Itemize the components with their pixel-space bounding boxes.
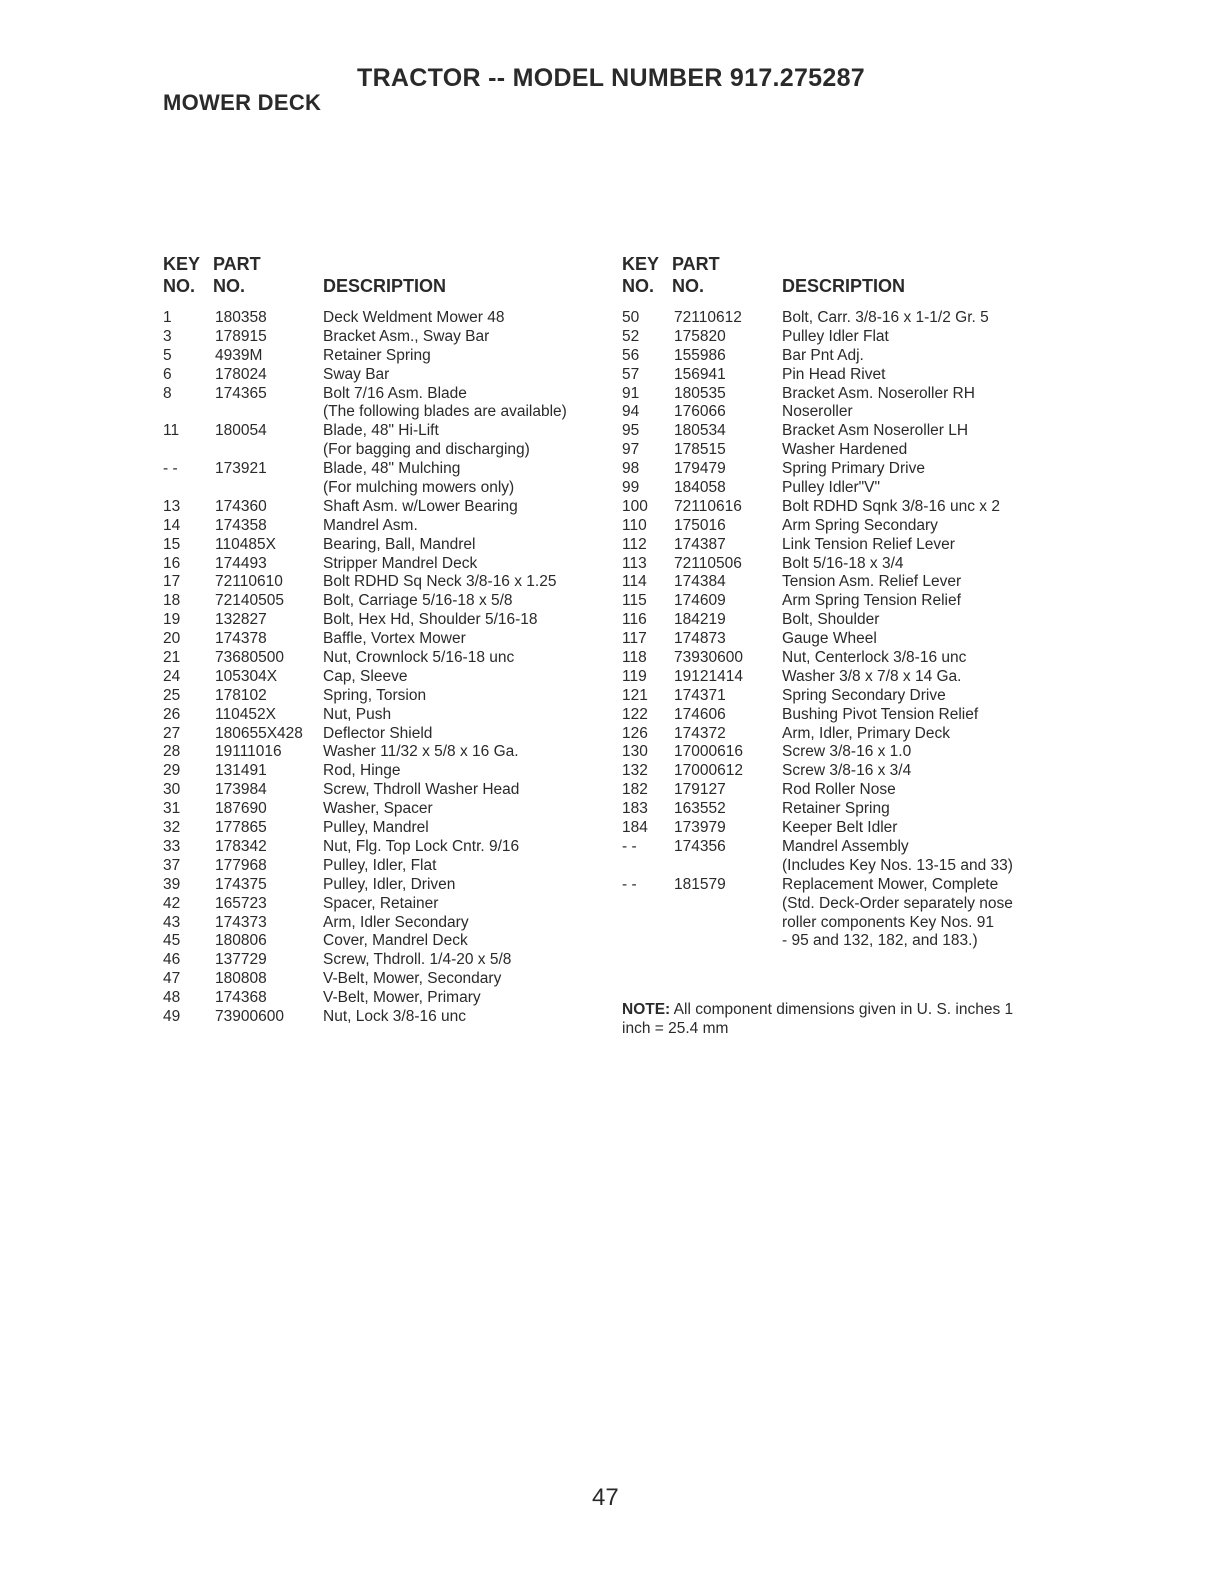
key-no: 182 bbox=[622, 781, 648, 799]
left-parts-list bbox=[163, 309, 608, 1027]
table-row bbox=[163, 895, 608, 914]
description: (Includes Key Nos. 13-15 and 33) bbox=[782, 856, 1013, 874]
key-no: 15 bbox=[163, 535, 181, 553]
table-row bbox=[622, 498, 1062, 517]
description: Retainer Spring bbox=[323, 346, 431, 364]
table-row bbox=[163, 838, 608, 857]
key-no: 94 bbox=[622, 403, 640, 421]
part-no: 174387 bbox=[674, 535, 726, 553]
section-title: MOWER DECK bbox=[163, 90, 322, 115]
key-no: 57 bbox=[622, 365, 640, 383]
description: Spacer, Retainer bbox=[323, 894, 439, 912]
table-row bbox=[163, 649, 608, 668]
description: (The following blades are available) bbox=[323, 403, 567, 421]
table-row bbox=[622, 819, 1062, 838]
table-row bbox=[622, 781, 1062, 800]
part-no: 72140505 bbox=[215, 592, 284, 610]
table-row bbox=[163, 725, 608, 744]
table-row bbox=[163, 347, 608, 366]
key-no: 24 bbox=[163, 667, 181, 685]
description: Nut, Lock 3/8-16 unc bbox=[323, 1007, 467, 1025]
right-key-header-1: KEY bbox=[622, 254, 660, 274]
part-no: 187690 bbox=[215, 800, 267, 818]
table-row bbox=[622, 876, 1062, 895]
key-no: 126 bbox=[622, 724, 648, 742]
table-row bbox=[622, 743, 1062, 762]
key-no: 43 bbox=[163, 913, 181, 931]
table-row bbox=[163, 914, 608, 933]
description: Bolt, Carr. 3/8-16 x 1-1/2 Gr. 5 bbox=[782, 309, 989, 326]
description: Pulley, Idler, Driven bbox=[323, 875, 456, 893]
key-no: 18 bbox=[163, 592, 181, 610]
part-no: 174373 bbox=[215, 913, 267, 931]
key-no: 100 bbox=[622, 497, 648, 515]
table-row bbox=[622, 479, 1062, 498]
table-row bbox=[622, 630, 1062, 649]
table-row bbox=[163, 536, 608, 555]
dimensions-note bbox=[622, 1000, 1042, 1038]
part-no: 105304X bbox=[215, 667, 278, 685]
part-no: 180808 bbox=[215, 970, 267, 988]
description: Stripper Mandrel Deck bbox=[323, 554, 478, 572]
description: Spring, Torsion bbox=[323, 686, 427, 704]
right-key-header-2: NO. bbox=[622, 276, 655, 296]
table-row bbox=[163, 611, 608, 630]
key-no: 183 bbox=[622, 800, 648, 818]
description: (For bagging and discharging) bbox=[323, 441, 530, 459]
key-no: 46 bbox=[163, 951, 181, 969]
part-no: 174365 bbox=[215, 384, 267, 402]
description: V-Belt, Mower, Primary bbox=[323, 989, 481, 1007]
description: Nut, Push bbox=[323, 705, 392, 723]
table-row bbox=[163, 1008, 608, 1027]
table-row bbox=[163, 989, 608, 1008]
table-row bbox=[163, 403, 608, 422]
table-row bbox=[163, 460, 608, 479]
key-no: 5 bbox=[163, 346, 172, 364]
key-no: 112 bbox=[622, 535, 647, 553]
part-no: 178915 bbox=[215, 327, 267, 345]
description: Arm Spring Tension Relief bbox=[782, 592, 961, 610]
key-no: 48 bbox=[163, 989, 181, 1007]
description: Washer 11/32 x 5/8 x 16 Ga. bbox=[323, 743, 519, 761]
part-no: 175016 bbox=[674, 516, 726, 534]
description: Baffle, Vortex Mower bbox=[323, 630, 466, 648]
description: Cap, Sleeve bbox=[323, 667, 408, 685]
table-row bbox=[622, 932, 1062, 951]
part-no: 174358 bbox=[215, 516, 267, 534]
key-no: 110 bbox=[622, 516, 647, 534]
description: Rod Roller Nose bbox=[782, 781, 896, 799]
description: Pulley Idler"V" bbox=[782, 479, 881, 497]
table-row bbox=[622, 517, 1062, 536]
key-no: 121 bbox=[622, 686, 648, 704]
table-row bbox=[163, 630, 608, 649]
part-no: 19121414 bbox=[674, 667, 743, 685]
part-no: 181579 bbox=[674, 875, 726, 893]
description: roller components Key Nos. 91 bbox=[782, 913, 994, 931]
table-row bbox=[622, 800, 1062, 819]
table-row bbox=[622, 328, 1062, 347]
description: Bracket Asm Noseroller LH bbox=[782, 422, 969, 440]
description: Bolt 5/16-18 x 3/4 bbox=[782, 554, 904, 572]
description: Nut, Centerlock 3/8-16 unc bbox=[782, 649, 967, 667]
table-row bbox=[622, 573, 1062, 592]
part-no: 179127 bbox=[674, 781, 726, 799]
table-row bbox=[163, 876, 608, 895]
table-row bbox=[622, 366, 1062, 385]
key-no: 29 bbox=[163, 762, 181, 780]
part-no: 178024 bbox=[215, 365, 267, 383]
part-no: 174493 bbox=[215, 554, 267, 572]
part-no: 180806 bbox=[215, 932, 267, 950]
description: Mandrel Assembly bbox=[782, 837, 909, 855]
key-no: 47 bbox=[163, 970, 181, 988]
part-no: 131491 bbox=[215, 762, 267, 780]
table-row bbox=[622, 536, 1062, 555]
part-no: 156941 bbox=[674, 365, 726, 383]
part-no: 137729 bbox=[215, 951, 267, 969]
part-no: 173979 bbox=[674, 819, 726, 837]
table-row bbox=[622, 762, 1062, 781]
key-no: - - bbox=[163, 460, 178, 478]
part-no: 72110506 bbox=[674, 554, 742, 572]
key-no: 17 bbox=[163, 573, 181, 591]
table-row bbox=[163, 951, 608, 970]
description: Nut, Flg. Top Lock Cntr. 9/16 bbox=[323, 837, 520, 855]
part-no: 163552 bbox=[674, 800, 726, 818]
key-no: 45 bbox=[163, 932, 181, 950]
description: Rod, Hinge bbox=[323, 762, 401, 780]
description: Bolt 7/16 Asm. Blade bbox=[323, 384, 467, 402]
table-row bbox=[163, 857, 608, 876]
part-no: 174375 bbox=[215, 875, 267, 893]
table-row bbox=[163, 706, 608, 725]
part-no: 73680500 bbox=[215, 649, 284, 667]
key-no: 49 bbox=[163, 1007, 181, 1025]
key-no: 6 bbox=[163, 365, 172, 383]
key-no: 31 bbox=[163, 800, 181, 818]
description: Sway Bar bbox=[323, 365, 390, 383]
part-no: 110452X bbox=[215, 705, 276, 723]
key-no: 115 bbox=[622, 592, 647, 610]
table-row bbox=[622, 309, 1062, 328]
part-no: 174378 bbox=[215, 630, 267, 648]
key-no: 28 bbox=[163, 743, 181, 761]
part-no: 173984 bbox=[215, 781, 267, 799]
table-row bbox=[622, 347, 1062, 366]
table-row bbox=[622, 706, 1062, 725]
table-row bbox=[163, 743, 608, 762]
table-row bbox=[163, 800, 608, 819]
description: Screw, Thdroll Washer Head bbox=[323, 781, 520, 799]
table-row bbox=[622, 422, 1062, 441]
key-no: 114 bbox=[622, 573, 647, 591]
table-row bbox=[622, 403, 1062, 422]
right-part-header-1: PART bbox=[672, 254, 720, 274]
table-row bbox=[163, 498, 608, 517]
part-no: 174873 bbox=[674, 630, 726, 648]
description: Screw, Thdroll. 1/4-20 x 5/8 bbox=[323, 951, 512, 969]
table-row bbox=[622, 838, 1062, 857]
note-label: NOTE: bbox=[622, 1001, 671, 1018]
description: Arm, Idler, Primary Deck bbox=[782, 724, 950, 742]
description: Link Tension Relief Lever bbox=[782, 535, 955, 553]
table-row bbox=[622, 857, 1062, 876]
part-no: 72110610 bbox=[215, 573, 283, 591]
key-no: 30 bbox=[163, 781, 181, 799]
left-key-header-1: KEY bbox=[163, 254, 201, 274]
key-no: 27 bbox=[163, 724, 181, 742]
key-no: 117 bbox=[622, 630, 647, 648]
part-no: 184219 bbox=[674, 611, 726, 629]
key-no: 37 bbox=[163, 856, 181, 874]
part-no: 17000616 bbox=[674, 743, 743, 761]
key-no: 8 bbox=[163, 384, 172, 402]
part-no: 72110616 bbox=[674, 497, 742, 515]
table-row bbox=[622, 725, 1062, 744]
key-no: 3 bbox=[163, 327, 172, 345]
part-no: 4939M bbox=[215, 346, 263, 364]
part-no: 177865 bbox=[215, 819, 267, 837]
table-row bbox=[163, 555, 608, 574]
part-no: 165723 bbox=[215, 894, 267, 912]
description: Bearing, Ball, Mandrel bbox=[323, 535, 476, 553]
table-row bbox=[163, 819, 608, 838]
key-no: 42 bbox=[163, 894, 181, 912]
part-no: 174368 bbox=[215, 989, 267, 1007]
key-no: 118 bbox=[622, 649, 647, 667]
table-row bbox=[622, 592, 1062, 611]
description: Cover, Mandrel Deck bbox=[323, 932, 468, 950]
description: Bolt RDHD Sq Neck 3/8-16 x 1.25 bbox=[323, 573, 557, 591]
description: Spring Secondary Drive bbox=[782, 686, 946, 704]
description: Pulley Idler Flat bbox=[782, 327, 889, 345]
key-no: 50 bbox=[622, 309, 640, 326]
table-row bbox=[622, 555, 1062, 574]
part-no: 19111016 bbox=[215, 743, 282, 761]
key-no: 1 bbox=[163, 309, 172, 326]
part-no: 174384 bbox=[674, 573, 726, 591]
page-title: TRACTOR -- MODEL NUMBER 917.275287 bbox=[357, 64, 866, 92]
part-no: 179479 bbox=[674, 460, 726, 478]
description: Bolt, Carriage 5/16-18 x 5/8 bbox=[323, 592, 513, 610]
description: Bolt, Hex Hd, Shoulder 5/16-18 bbox=[323, 611, 538, 629]
description: Bolt, Shoulder bbox=[782, 611, 880, 629]
description: Pulley, Idler, Flat bbox=[323, 856, 437, 874]
key-no: 122 bbox=[622, 705, 648, 723]
description: - 95 and 132, 182, and 183.) bbox=[782, 932, 978, 950]
description: Arm Spring Secondary bbox=[782, 516, 938, 534]
description: Pin Head Rivet bbox=[782, 365, 886, 383]
part-no: 174371 bbox=[674, 686, 726, 704]
table-row bbox=[163, 687, 608, 706]
key-no: 25 bbox=[163, 686, 181, 704]
part-no: 178515 bbox=[674, 441, 726, 459]
left-part-header-1: PART bbox=[213, 254, 261, 274]
key-no: 14 bbox=[163, 516, 181, 534]
key-no: 91 bbox=[622, 384, 640, 402]
description: (Std. Deck-Order separately nose bbox=[782, 894, 1013, 912]
description: Tension Asm. Relief Lever bbox=[782, 573, 962, 591]
table-row bbox=[163, 328, 608, 347]
part-no: 178102 bbox=[215, 686, 267, 704]
right-parts-list bbox=[622, 309, 1062, 951]
part-no: 175820 bbox=[674, 327, 726, 345]
left-part-header-2: NO. bbox=[213, 276, 246, 296]
part-no: 132827 bbox=[215, 611, 267, 629]
part-no: 110485X bbox=[215, 535, 276, 553]
description: Bushing Pivot Tension Relief bbox=[782, 705, 979, 723]
description: (For mulching mowers only) bbox=[323, 479, 515, 497]
part-no: 73930600 bbox=[674, 649, 743, 667]
part-no: 177968 bbox=[215, 856, 267, 874]
table-row bbox=[163, 366, 608, 385]
part-no: 178342 bbox=[215, 837, 267, 855]
page-number: 47 bbox=[592, 1484, 619, 1511]
description: Retainer Spring bbox=[782, 800, 890, 818]
description: Bolt RDHD Sqnk 3/8-16 unc x 2 bbox=[782, 497, 1000, 515]
description: Replacement Mower, Complete bbox=[782, 875, 999, 893]
key-no: 33 bbox=[163, 837, 181, 855]
description: Bracket Asm., Sway Bar bbox=[323, 327, 490, 345]
table-row bbox=[163, 385, 608, 404]
description: Bar Pnt Adj. bbox=[782, 346, 864, 364]
part-no: 174356 bbox=[674, 837, 726, 855]
description: Blade, 48" Hi-Lift bbox=[323, 422, 439, 440]
part-no: 180054 bbox=[215, 422, 267, 440]
part-no: 180358 bbox=[215, 309, 267, 326]
description: Bracket Asm. Noseroller RH bbox=[782, 384, 975, 402]
table-row bbox=[622, 668, 1062, 687]
description: Washer Hardened bbox=[782, 441, 908, 459]
key-no: - - bbox=[622, 837, 637, 855]
description: Gauge Wheel bbox=[782, 630, 877, 648]
key-no: 19 bbox=[163, 611, 181, 629]
description: Screw 3/8-16 x 1.0 bbox=[782, 743, 912, 761]
description: Washer 3/8 x 7/8 x 14 Ga. bbox=[782, 667, 962, 685]
table-row bbox=[163, 781, 608, 800]
table-row bbox=[622, 385, 1062, 404]
key-no: 184 bbox=[622, 819, 648, 837]
part-no: 174609 bbox=[674, 592, 726, 610]
key-no: 98 bbox=[622, 460, 640, 478]
left-description-header: DESCRIPTION bbox=[323, 276, 447, 296]
part-no: 155986 bbox=[674, 346, 726, 364]
table-row bbox=[163, 422, 608, 441]
key-no: 97 bbox=[622, 441, 640, 459]
table-row bbox=[622, 460, 1062, 479]
part-no: 72110612 bbox=[674, 309, 742, 326]
right-part-header-2: NO. bbox=[672, 276, 705, 296]
key-no: 39 bbox=[163, 875, 181, 893]
table-row bbox=[163, 932, 608, 951]
part-no: 180655X428 bbox=[215, 724, 303, 742]
description: Blade, 48" Mulching bbox=[323, 460, 461, 478]
table-row bbox=[163, 592, 608, 611]
key-no: 99 bbox=[622, 479, 640, 497]
key-no: 56 bbox=[622, 346, 640, 364]
part-no: 73900600 bbox=[215, 1007, 284, 1025]
key-no: 32 bbox=[163, 819, 181, 837]
part-no: 17000612 bbox=[674, 762, 743, 780]
table-row bbox=[163, 517, 608, 536]
key-no: 113 bbox=[622, 554, 647, 572]
description: Deflector Shield bbox=[323, 724, 433, 742]
key-no: 130 bbox=[622, 743, 648, 761]
table-row bbox=[622, 649, 1062, 668]
table-row bbox=[163, 762, 608, 781]
part-no: 174372 bbox=[674, 724, 726, 742]
key-no: 26 bbox=[163, 705, 181, 723]
description: V-Belt, Mower, Secondary bbox=[323, 970, 502, 988]
description: Arm, Idler Secondary bbox=[323, 913, 469, 931]
description: Deck Weldment Mower 48 bbox=[323, 309, 505, 326]
table-row bbox=[622, 895, 1062, 914]
key-no: 132 bbox=[622, 762, 648, 780]
part-no: 180535 bbox=[674, 384, 726, 402]
key-no: 116 bbox=[622, 611, 647, 629]
table-row bbox=[163, 970, 608, 989]
part-no: 173921 bbox=[215, 460, 267, 478]
description: Pulley, Mandrel bbox=[323, 819, 429, 837]
table-row bbox=[163, 479, 608, 498]
key-no: 13 bbox=[163, 497, 181, 515]
part-no: 180534 bbox=[674, 422, 726, 440]
description: Nut, Crownlock 5/16-18 unc bbox=[323, 649, 515, 667]
part-no: 184058 bbox=[674, 479, 726, 497]
key-no: - - bbox=[622, 875, 637, 893]
description: Noseroller bbox=[782, 403, 853, 421]
table-row bbox=[163, 441, 608, 460]
table-row bbox=[622, 611, 1062, 630]
key-no: 16 bbox=[163, 554, 181, 572]
note-text: All component dimensions given in U. S. inches 1 inch = 25.4 mm bbox=[622, 1001, 1014, 1037]
description: Keeper Belt Idler bbox=[782, 819, 898, 837]
description: Washer, Spacer bbox=[323, 800, 433, 818]
key-no: 52 bbox=[622, 327, 640, 345]
right-description-header: DESCRIPTION bbox=[782, 276, 906, 296]
table-row bbox=[622, 687, 1062, 706]
table-row bbox=[622, 914, 1062, 933]
description: Spring Primary Drive bbox=[782, 460, 925, 478]
key-no: 95 bbox=[622, 422, 640, 440]
description: Mandrel Asm. bbox=[323, 516, 418, 534]
description: Screw 3/8-16 x 3/4 bbox=[782, 762, 912, 780]
description: Shaft Asm. w/Lower Bearing bbox=[323, 497, 518, 515]
key-no: 20 bbox=[163, 630, 181, 648]
table-row bbox=[163, 309, 608, 328]
key-no: 21 bbox=[163, 649, 181, 667]
table-row bbox=[163, 573, 608, 592]
part-no: 174360 bbox=[215, 497, 267, 515]
table-row bbox=[163, 668, 608, 687]
key-no: 119 bbox=[622, 667, 647, 685]
part-no: 176066 bbox=[674, 403, 726, 421]
left-key-header-2: NO. bbox=[163, 276, 196, 296]
table-row bbox=[622, 441, 1062, 460]
key-no: 11 bbox=[163, 422, 180, 440]
part-no: 174606 bbox=[674, 705, 726, 723]
